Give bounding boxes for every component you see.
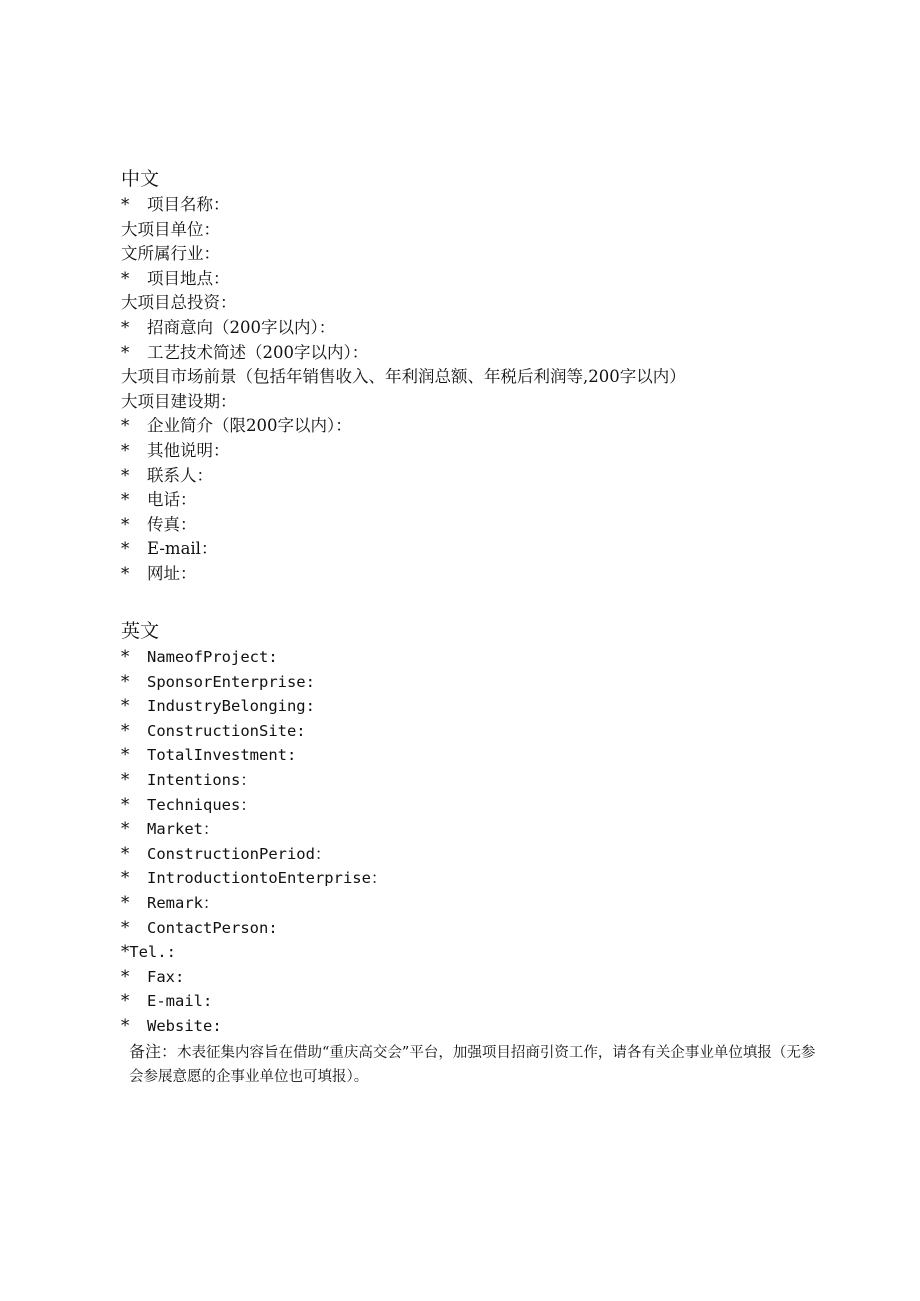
form-field-construction-period-en xyxy=(121,842,386,867)
form-field-contact-person xyxy=(121,464,686,489)
footnote xyxy=(129,1040,829,1089)
field-label: E-mail： xyxy=(147,539,218,559)
english-section-heading: 英文 xyxy=(121,620,160,642)
required-mark: * xyxy=(121,868,130,888)
field-label: SponsorEnterprise: xyxy=(147,672,315,691)
field-label: E-mail: xyxy=(147,992,213,1011)
field-label: Techniques： xyxy=(147,795,256,814)
required-mark: * xyxy=(121,917,130,937)
field-label: Intentions： xyxy=(147,770,256,789)
required-mark: * xyxy=(121,991,130,1011)
field-label: 电话： xyxy=(147,490,197,510)
form-field-industry-belonging xyxy=(121,694,386,719)
required-mark: * xyxy=(121,671,130,691)
form-field-introduction-to-enterprise xyxy=(121,866,386,891)
english-field-list xyxy=(121,645,386,1039)
field-label: ConstructionSite: xyxy=(147,721,306,740)
required-mark: * xyxy=(121,539,130,559)
required-mark: * xyxy=(121,317,130,337)
field-label: Website: xyxy=(147,1016,222,1035)
field-label: 大项目总投资： xyxy=(121,293,237,313)
required-mark: * xyxy=(121,416,130,436)
form-field-email-en xyxy=(121,989,386,1014)
form-field-other-notes xyxy=(121,439,686,464)
required-mark: * xyxy=(121,1015,130,1035)
required-mark: * xyxy=(121,794,130,814)
form-field-sponsor-enterprise xyxy=(121,670,386,695)
field-label: Tel.: xyxy=(129,943,176,962)
form-field-technology-summary xyxy=(121,341,686,366)
field-label: 联系人： xyxy=(147,465,213,485)
field-label: 工艺技术简述（200字以内）： xyxy=(147,342,369,362)
field-label: 大项目单位： xyxy=(121,219,220,239)
required-mark: * xyxy=(121,769,130,789)
required-mark: * xyxy=(121,514,130,534)
field-label: 招商意向（200字以内）： xyxy=(147,317,336,337)
required-mark: * xyxy=(121,342,130,362)
form-field-investment-intention xyxy=(121,316,686,341)
field-label: NameofProject: xyxy=(147,648,278,666)
form-field-intentions xyxy=(121,768,386,793)
form-field-phone xyxy=(121,488,686,513)
form-field-market xyxy=(121,817,386,842)
form-field-total-investment-en xyxy=(121,743,386,768)
required-mark: * xyxy=(121,966,130,986)
form-field-company-intro xyxy=(121,414,686,439)
note-text: 木表征集内容旨在借助“重庆高交会”平台，加强项目招商引资工作，请各有关企事业单位填报（无参会参展意愿的企事业单位也可填报）。 xyxy=(129,1045,816,1085)
required-mark: * xyxy=(121,268,130,288)
required-mark: * xyxy=(121,647,130,666)
form-field-email xyxy=(121,537,686,562)
form-field-construction-site xyxy=(121,719,386,744)
form-field-market-prospect xyxy=(121,365,686,390)
field-label: 其他说明： xyxy=(147,440,230,460)
field-label: ContactPerson: xyxy=(147,918,278,937)
field-label: TotalInvestment: xyxy=(147,746,297,765)
field-label: 大项目市场前景（包括年销售收入、年利润总额、年税后利润等,200字以内） xyxy=(121,367,686,387)
required-mark: * xyxy=(121,696,130,716)
field-label: ConstructionPeriod： xyxy=(147,844,331,863)
form-field-remark xyxy=(121,891,386,916)
required-mark: * xyxy=(121,942,130,962)
form-field-project-unit xyxy=(121,218,686,243)
form-field-fax-en xyxy=(121,965,386,990)
field-label: 企业简介（限200字以内）： xyxy=(147,416,352,436)
required-mark: * xyxy=(121,843,130,863)
required-mark: * xyxy=(121,440,130,460)
required-mark: * xyxy=(121,490,130,510)
field-label: IntroductiontoEnterprise： xyxy=(147,869,387,888)
field-label: 网址： xyxy=(147,563,197,583)
field-label: 传真： xyxy=(147,514,197,534)
required-mark: * xyxy=(121,720,130,740)
note-label: 备注： xyxy=(129,1042,178,1061)
form-field-name-of-project xyxy=(121,645,386,670)
required-mark: * xyxy=(121,563,130,583)
field-label: 大项目建设期： xyxy=(121,391,237,411)
form-field-fax xyxy=(121,513,686,538)
form-field-tel xyxy=(121,940,386,965)
form-field-industry xyxy=(121,242,686,267)
required-mark: * xyxy=(121,745,130,765)
field-label: Fax: xyxy=(147,967,185,986)
form-field-project-name xyxy=(121,193,686,218)
form-field-website-en xyxy=(121,1014,386,1039)
form-field-total-investment xyxy=(121,291,686,316)
field-label: Remark： xyxy=(147,893,219,912)
field-label: Market： xyxy=(147,820,219,839)
field-label: 文所属行业： xyxy=(121,244,220,264)
required-mark: * xyxy=(121,819,130,839)
required-mark: * xyxy=(121,892,130,912)
required-mark: * xyxy=(121,465,130,485)
required-mark: * xyxy=(121,195,130,214)
form-field-project-location xyxy=(121,267,686,292)
field-label: IndustryBelonging: xyxy=(147,697,315,716)
form-field-construction-period xyxy=(121,390,686,415)
chinese-field-list xyxy=(121,193,686,587)
form-field-contact-person-en xyxy=(121,916,386,941)
chinese-section-heading: 中文 xyxy=(121,168,160,190)
form-field-website xyxy=(121,562,686,587)
field-label: 项目地点： xyxy=(147,268,230,288)
form-field-techniques xyxy=(121,793,386,818)
field-label: 项目名称： xyxy=(147,195,230,214)
